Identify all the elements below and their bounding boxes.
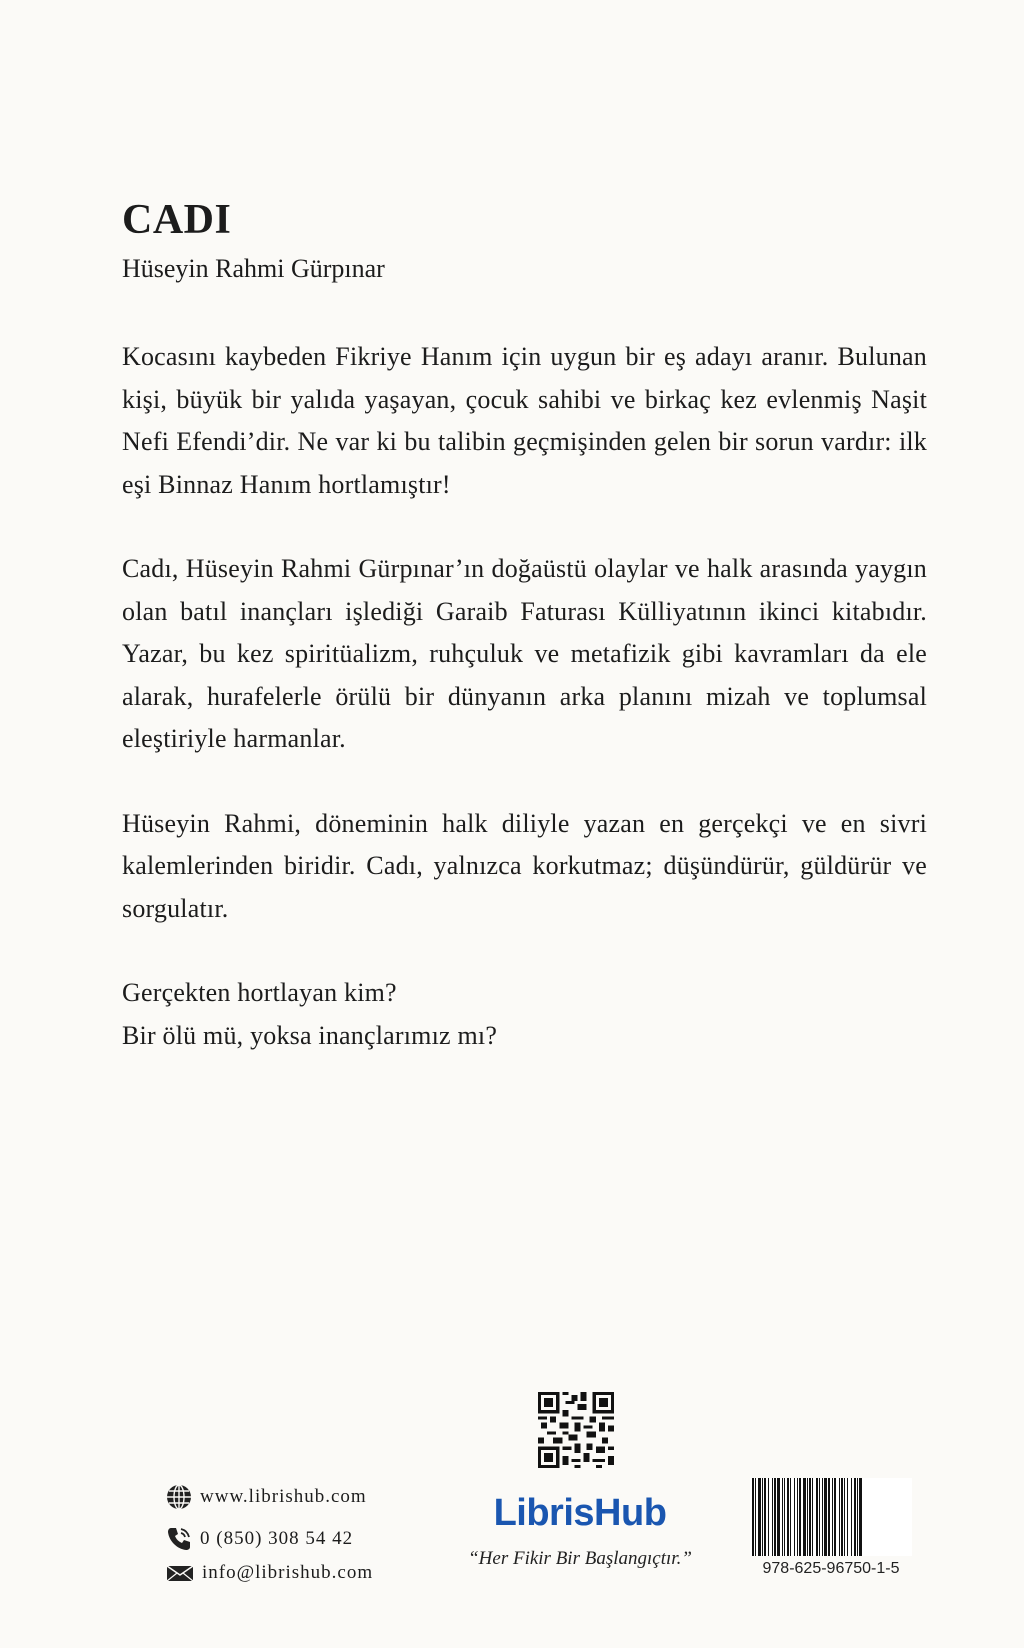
closing-question-1: Gerçekten hortlayan kim? (122, 978, 397, 1007)
closing-questions (122, 972, 927, 1057)
email-row[interactable] (166, 1560, 373, 1586)
phone-icon (166, 1526, 192, 1552)
cover-footer (0, 1380, 1024, 1648)
globe-icon (166, 1484, 192, 1510)
book-author: Hüseyin Rahmi Gürpınar (122, 254, 385, 283)
website-link[interactable]: www.librishub.com (200, 1486, 367, 1507)
closing-question-2: Bir ölü mü, yoksa inançlarımız mı? (122, 1020, 498, 1050)
publisher-slogan: “Her Fikir Bir Başlangıçtır.” (468, 1548, 692, 1569)
isbn-number: 978-625-96750-1-5 (762, 1560, 900, 1577)
phone-row[interactable] (166, 1526, 353, 1552)
qr-code[interactable] (538, 1392, 614, 1468)
website-row[interactable] (166, 1484, 367, 1510)
envelope-icon (166, 1563, 194, 1583)
back-cover-text (122, 196, 927, 1057)
book-title: CADI (122, 197, 232, 243)
email-link[interactable]: info@librishub.com (202, 1562, 374, 1583)
blurb-paragraph-3: Hüseyin Rahmi, döneminin halk diliyle yazan en gerçekçi ve en sivri kalemlerinden biridir. Cadı, yalnızca korkutmaz; düşündürür, güldürür ve sorgulatır. (122, 808, 927, 923)
isbn-barcode (750, 1478, 912, 1556)
blurb-paragraph-2: Cadı, Hüseyin Rahmi Gürpınar’ın doğaüstü olaylar ve halk arasında yaygın olan batıl inançları işlediği Garaib Faturası Külliyatının ikinci kitabıdır. Yazar, bu kez spiritüalizm, ruhçuluk ve metafizik gibi kavramları da ele alarak, hurafelerle örülü bir dünyanın arka planını mizah ve toplumsal eleştiriyle harmanlar. (122, 554, 927, 753)
blurb-paragraph-1: Kocasını kaybeden Fikriye Hanım için uygun bir eş adayı aranır. Bulunan kişi, büyük bir yalıda yaşayan, çocuk sahibi ve birkaç kez evlenmiş Naşit Nefi Efendi’dir. Ne var ki bu talibin geçmişinden gelen bir sorun vardır: ilk eşi Binnaz Hanım hortlamıştır! (122, 342, 927, 499)
publisher-logo: LibrisHub (493, 1492, 667, 1534)
phone-number[interactable]: 0 (850) 308 54 42 (200, 1528, 354, 1549)
